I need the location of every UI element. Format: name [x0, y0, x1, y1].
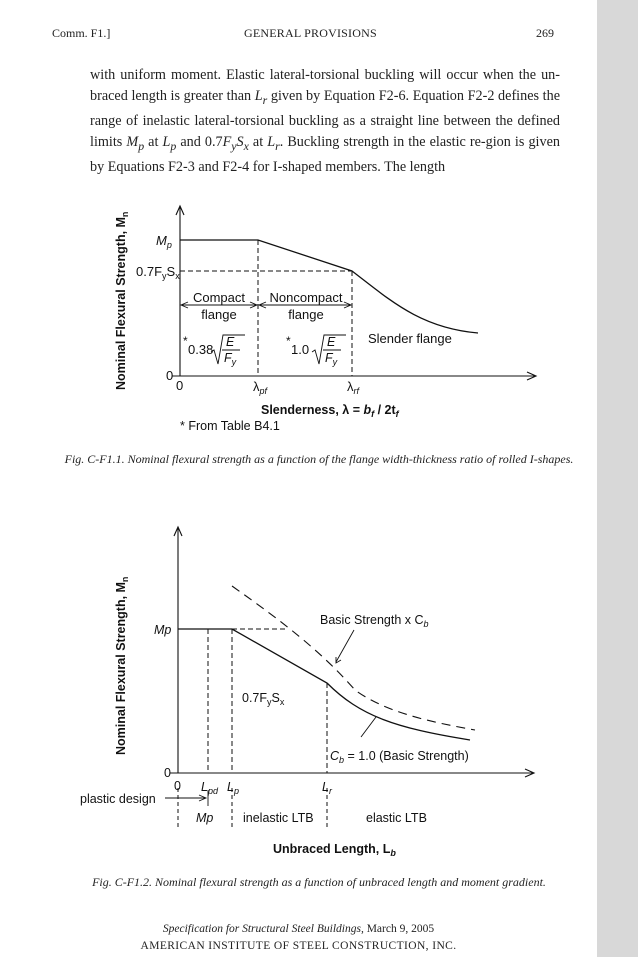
fig1-lambda-rf-label: $\lambda_{rf}$ [347, 379, 359, 396]
fig1-mp-label: $M_p$ [156, 233, 172, 250]
fig1-y-axis-label: Nominal Flexural Strength, $M_n$ [114, 211, 130, 390]
page-number: 269 [536, 26, 554, 40]
fig2-basic-strength-label: Basic Strength x $C_b$ [320, 613, 429, 629]
fig1-sqrt-num-pf: E [226, 335, 235, 349]
fig1-zero-y: 0 [166, 368, 174, 383]
fig2-lpd-label: $L_{pd}$ [201, 780, 218, 796]
fig1-x-axis-label: Slenderness, $\lambda = b_f / 2t_f$ [261, 403, 399, 419]
fig2-lp-label: $L_p$ [227, 780, 239, 796]
fig1-sqrt-den-rf: $F_y$ [325, 351, 338, 367]
fig2-x-axis-label: Unbraced Length, $L_b$ [273, 842, 396, 858]
fig1-slender-label: Slender flange [368, 331, 452, 346]
fig2-07fysx-label: $0.7F_yS_x$ [242, 691, 285, 707]
fig2-mp-label: Mp [154, 623, 172, 637]
body-paragraph: with uniform moment. Elastic lateral-torsional buckling will occur when the un-braced length is greater than $L_r$ given by Equation F2-6. Equation F2-2 defines the range of inelastic lateral-torsional buckling as a straight line between the defined limits $M_p$ at $L_p$ and $0.7F_yS_x$ at $L_r$. Buckling strength in the elastic re-gion is given by Equations F2-3 and F2-4 for I-shaped members. The length [90, 67, 560, 175]
fig1-lambda-pf-label: $\lambda_{pf}$ [253, 379, 268, 396]
fig2-lr-label: $L_r$ [322, 780, 332, 796]
fig2-y-axis-label: Nominal Flexural Strength, $M_n$ [114, 576, 130, 755]
figure-1-caption: Fig. C-F1.1. Nominal flexural strength as a function of the flange width-thickness ratio of rolled I-shapes. [64, 452, 574, 466]
fig2-cb-basic-label: $C_b = 1.0$ (Basic Strength) [330, 749, 469, 765]
fig1-compact-label: Compact [192, 290, 246, 305]
fig1-noncompact-flange-label: flange [288, 307, 324, 322]
fig2-region-inelastic-label: inelastic LTB [243, 811, 314, 825]
fig2-plastic-design-label: plastic design [80, 792, 156, 806]
fig2-cb-modified-curve [232, 586, 475, 730]
fig1-footnote: * From Table B4.1 [180, 419, 280, 433]
fig1-sqrt-num-rf: E [327, 335, 336, 349]
running-header-left: Comm. F1.] [52, 26, 111, 40]
fig2-basic-strength-curve [178, 629, 470, 740]
fig2-region-elastic-label: elastic LTB [366, 811, 427, 825]
fig1-coef-pf: 0.38 [188, 342, 214, 357]
fig1-star-pf: * [183, 334, 188, 348]
fig1-star-rf: * [286, 334, 291, 348]
fig1-noncompact-label: Noncompact [269, 290, 343, 305]
running-header-title: GENERAL PROVISIONS [244, 26, 377, 40]
fig2-zero-y: 0 [164, 766, 171, 780]
fig1-sqrt-den-pf: $F_y$ [224, 351, 237, 367]
fig1-coef-rf: 1.0 [291, 342, 310, 357]
footer-publisher-line: AMERICAN INSTITUTE OF STEEL CONSTRUCTION, INC. [140, 940, 457, 952]
fig1-zero-x: 0 [176, 378, 184, 393]
fig1-07fysx-label: $0.7F_yS_x$ [136, 264, 180, 281]
figure-2-caption: Fig. C-F1.2. Nominal flexural strength as a function of unbraced length and moment gradient. [92, 875, 546, 889]
footer-spec-line: Specification for Structural Steel Buildings, March 9, 2005 [162, 923, 435, 935]
fig2-zero-x: 0 [174, 779, 181, 793]
fig1-compact-flange-label: flange [201, 307, 237, 322]
fig2-region-mp-label: Mp [196, 811, 214, 825]
